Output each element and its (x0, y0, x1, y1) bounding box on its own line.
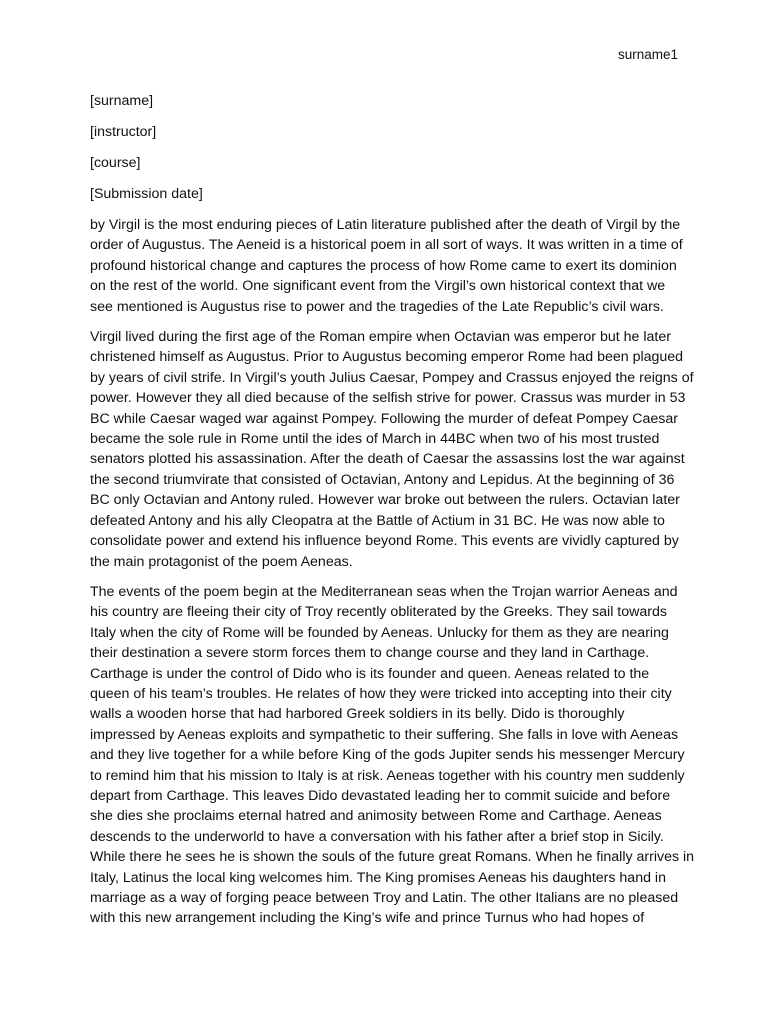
text-line: the main protagonist of the poem Aeneas. (90, 553, 353, 570)
text-line: BC while Caesar waged war against Pompey. Following the murder of defeat Pompey Caesar (90, 410, 679, 427)
submission-date-line: [Submission date] (90, 186, 203, 202)
text-line: the second triumvirate that consisted of Octavian, Antony and Lepidus. At the beginning of 36 (90, 471, 675, 488)
surname-line: [surname] (90, 93, 154, 109)
text-line: depart from Carthage. This leaves Dido devastated leading her to commit suicide and before (90, 787, 671, 804)
instructor-line: [instructor] (90, 124, 157, 140)
text-line: christened himself as Augustus. Prior to Augustus becoming emperor Rome had been plagued (90, 349, 684, 366)
body-paragraphs (90, 215, 695, 929)
text-line: she dies she proclaims eternal hatred and animosity between Rome and Carthage. Aeneas (90, 808, 662, 825)
text-line: order of Augustus. The Aeneid is a historical poem in all sort of ways. It was written in a time of (90, 237, 683, 254)
text-line: with this new arrangement including the King’s wife and prince Turnus who had hopes of (90, 910, 645, 927)
body-paragraph (90, 215, 683, 317)
text-line: impressed by Aeneas exploits and sympathetic to their suffering. She falls in love with Aeneas (90, 726, 679, 743)
text-line: on the rest of the world. One significant event from the Virgil’s own historical context that we (90, 278, 666, 295)
text-line: descends to the underworld to have a conversation with his father after a brief stop in Sicily. (90, 828, 664, 845)
text-line: and they live together for a while before King of the gods Jupiter sends his messenger Mercury (90, 747, 685, 764)
text-line: his country are fleeing their city of Troy recently obliterated by the Greeks. They sail towards (90, 604, 667, 621)
text-line: Italy when the city of Rome will be founded by Aeneas. Unlucky for them as they are nearing (90, 624, 669, 641)
text-line: became the sole rule in Rome until the ides of March in 44BC when two of his most trusted (90, 431, 660, 448)
text-line: Carthage is under the control of Dido who is its founder and queen. Aeneas related to the (90, 665, 650, 682)
text-line: to remind him that his mission to Italy is at risk. Aeneas together with his country men suddenly (90, 767, 685, 784)
text-line: The events of the poem begin at the Mediterranean seas when the Trojan warrior Aeneas and (90, 583, 678, 600)
text-line: profound historical change and captures the process of how Rome came to exert its dominion (90, 257, 677, 274)
text-line: by Virgil is the most enduring pieces of Latin literature published after the death of Virgil by the (90, 217, 681, 233)
course-line: [course] (90, 155, 141, 171)
text-line: Italy, Latinus the local king welcomes him. The King promises Aeneas his daughters hand in (90, 869, 666, 886)
document-body (90, 91, 695, 939)
text-line: Virgil lived during the first age of the Roman empire when Octavian was emperor but he later (90, 329, 671, 346)
body-paragraph (90, 327, 694, 572)
text-line: defeated Antony and his ally Cleopatra at the Battle of Actium in 31 BC. He was now able to (90, 512, 665, 529)
text-line: While there he sees he is shown the souls of the future great Romans. When he finally arrives in (90, 849, 695, 866)
text-line: marriage as a way of forging peace between Troy and Latin. The other Italians are no pleased (90, 890, 679, 906)
text-line: BC only Octavian and Antony ruled. However war broke out between the rulers. Octavian later (90, 492, 680, 509)
text-line: consolidate power and extend his influence beyond Rome. This events are vividly captured by (90, 533, 679, 550)
body-paragraph (90, 582, 695, 929)
text-line: power. However they all died because of the selfish strive for power. Crassus was murder in 53 (90, 390, 686, 407)
text-line: walls a wooden horse that had harbored Greek soldiers in its belly. Dido is thoroughly (90, 706, 625, 723)
text-line: their destination a severe storm forces them to change course and they land in Carthage. (90, 645, 650, 662)
running-header: surname1 (617, 47, 678, 62)
text-line: queen of his team’s troubles. He relates of how they were tricked into accepting into their city (90, 685, 672, 702)
text-line: see mentioned is Augustus rise to power and the tragedies of the Late Republic’s civil wars. (90, 298, 664, 315)
text-line: by years of civil strife. In Virgil’s youth Julius Caesar, Pompey and Crassus enjoyed the reigns of (90, 369, 694, 386)
text-line: senators plotted his assassination. After the death of Caesar the assassins lost the war against (90, 451, 685, 468)
